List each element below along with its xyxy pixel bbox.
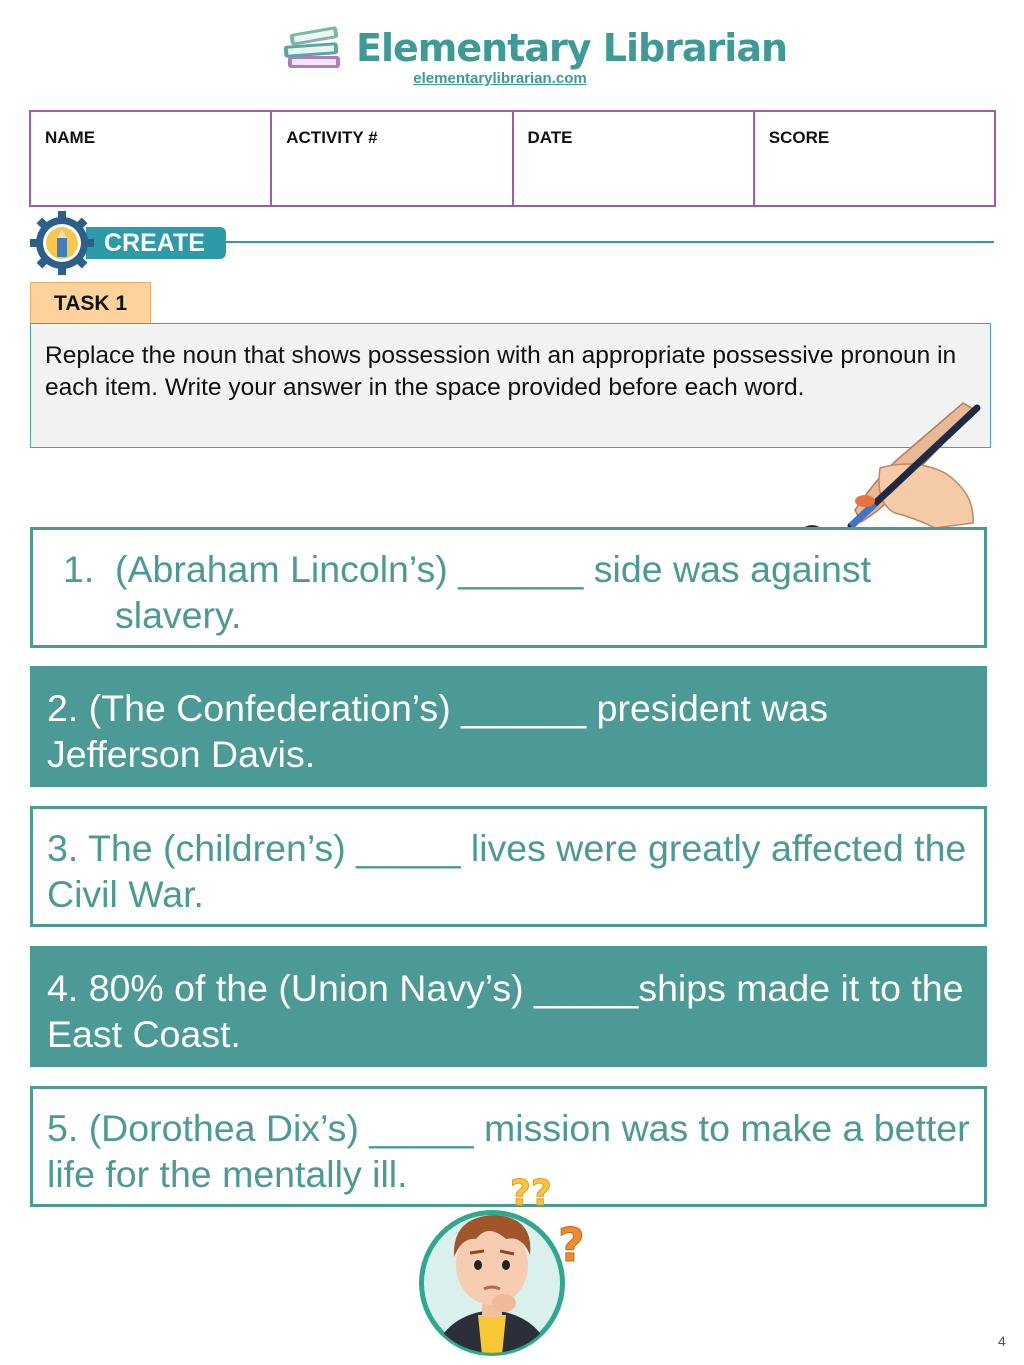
thinking-boy-icon: [410, 1165, 610, 1365]
item-text-line-2: slavery.: [115, 594, 242, 636]
hand-writing-icon: [785, 398, 985, 548]
task-instructions: Replace the noun that shows possession with an appropriate possessive pronoun in each item. Write your answer in the space provided before each word.: [30, 323, 991, 448]
question-item-3: 3. The (children’s) _____ lives were greatly affected the Civil War.: [30, 806, 987, 927]
name-field[interactable]: NAME: [31, 112, 272, 205]
question-item-4: 4. 80% of the (Union Navy’s) _____ships made it to the East Coast.: [30, 946, 987, 1067]
question-item-5: 5. (Dorothea Dix’s) _____ mission was to make a better life for the mentally ill.: [30, 1086, 987, 1207]
student-info-table: [29, 110, 996, 207]
section-divider: [226, 241, 994, 243]
item-number: 1.: [63, 548, 95, 590]
site-link[interactable]: elementarylibrarian.com: [413, 70, 587, 87]
section-label: CREATE: [86, 227, 226, 259]
item-text-line-1: (Abraham Lincoln’s) ______ side was against: [115, 548, 872, 590]
books-icon: [280, 22, 346, 74]
question-item-1: [30, 527, 987, 648]
score-field[interactable]: SCORE: [768, 128, 830, 147]
item-text: [115, 546, 935, 638]
question-item-2: 2. (The Confederation’s) ______ president was Jefferson Davis.: [30, 666, 987, 787]
gear-pencil-icon: [30, 211, 94, 275]
brand-name: Elementary Librarian: [356, 26, 788, 70]
page-number: 4: [998, 1333, 1006, 1349]
activity-number-field[interactable]: ACTIVITY #: [272, 112, 513, 205]
task-label: TASK 1: [30, 282, 151, 324]
question-mark-large: ?: [558, 1218, 585, 1272]
date-field[interactable]: DATE: [514, 112, 755, 205]
question-marks: ??: [510, 1173, 552, 1214]
